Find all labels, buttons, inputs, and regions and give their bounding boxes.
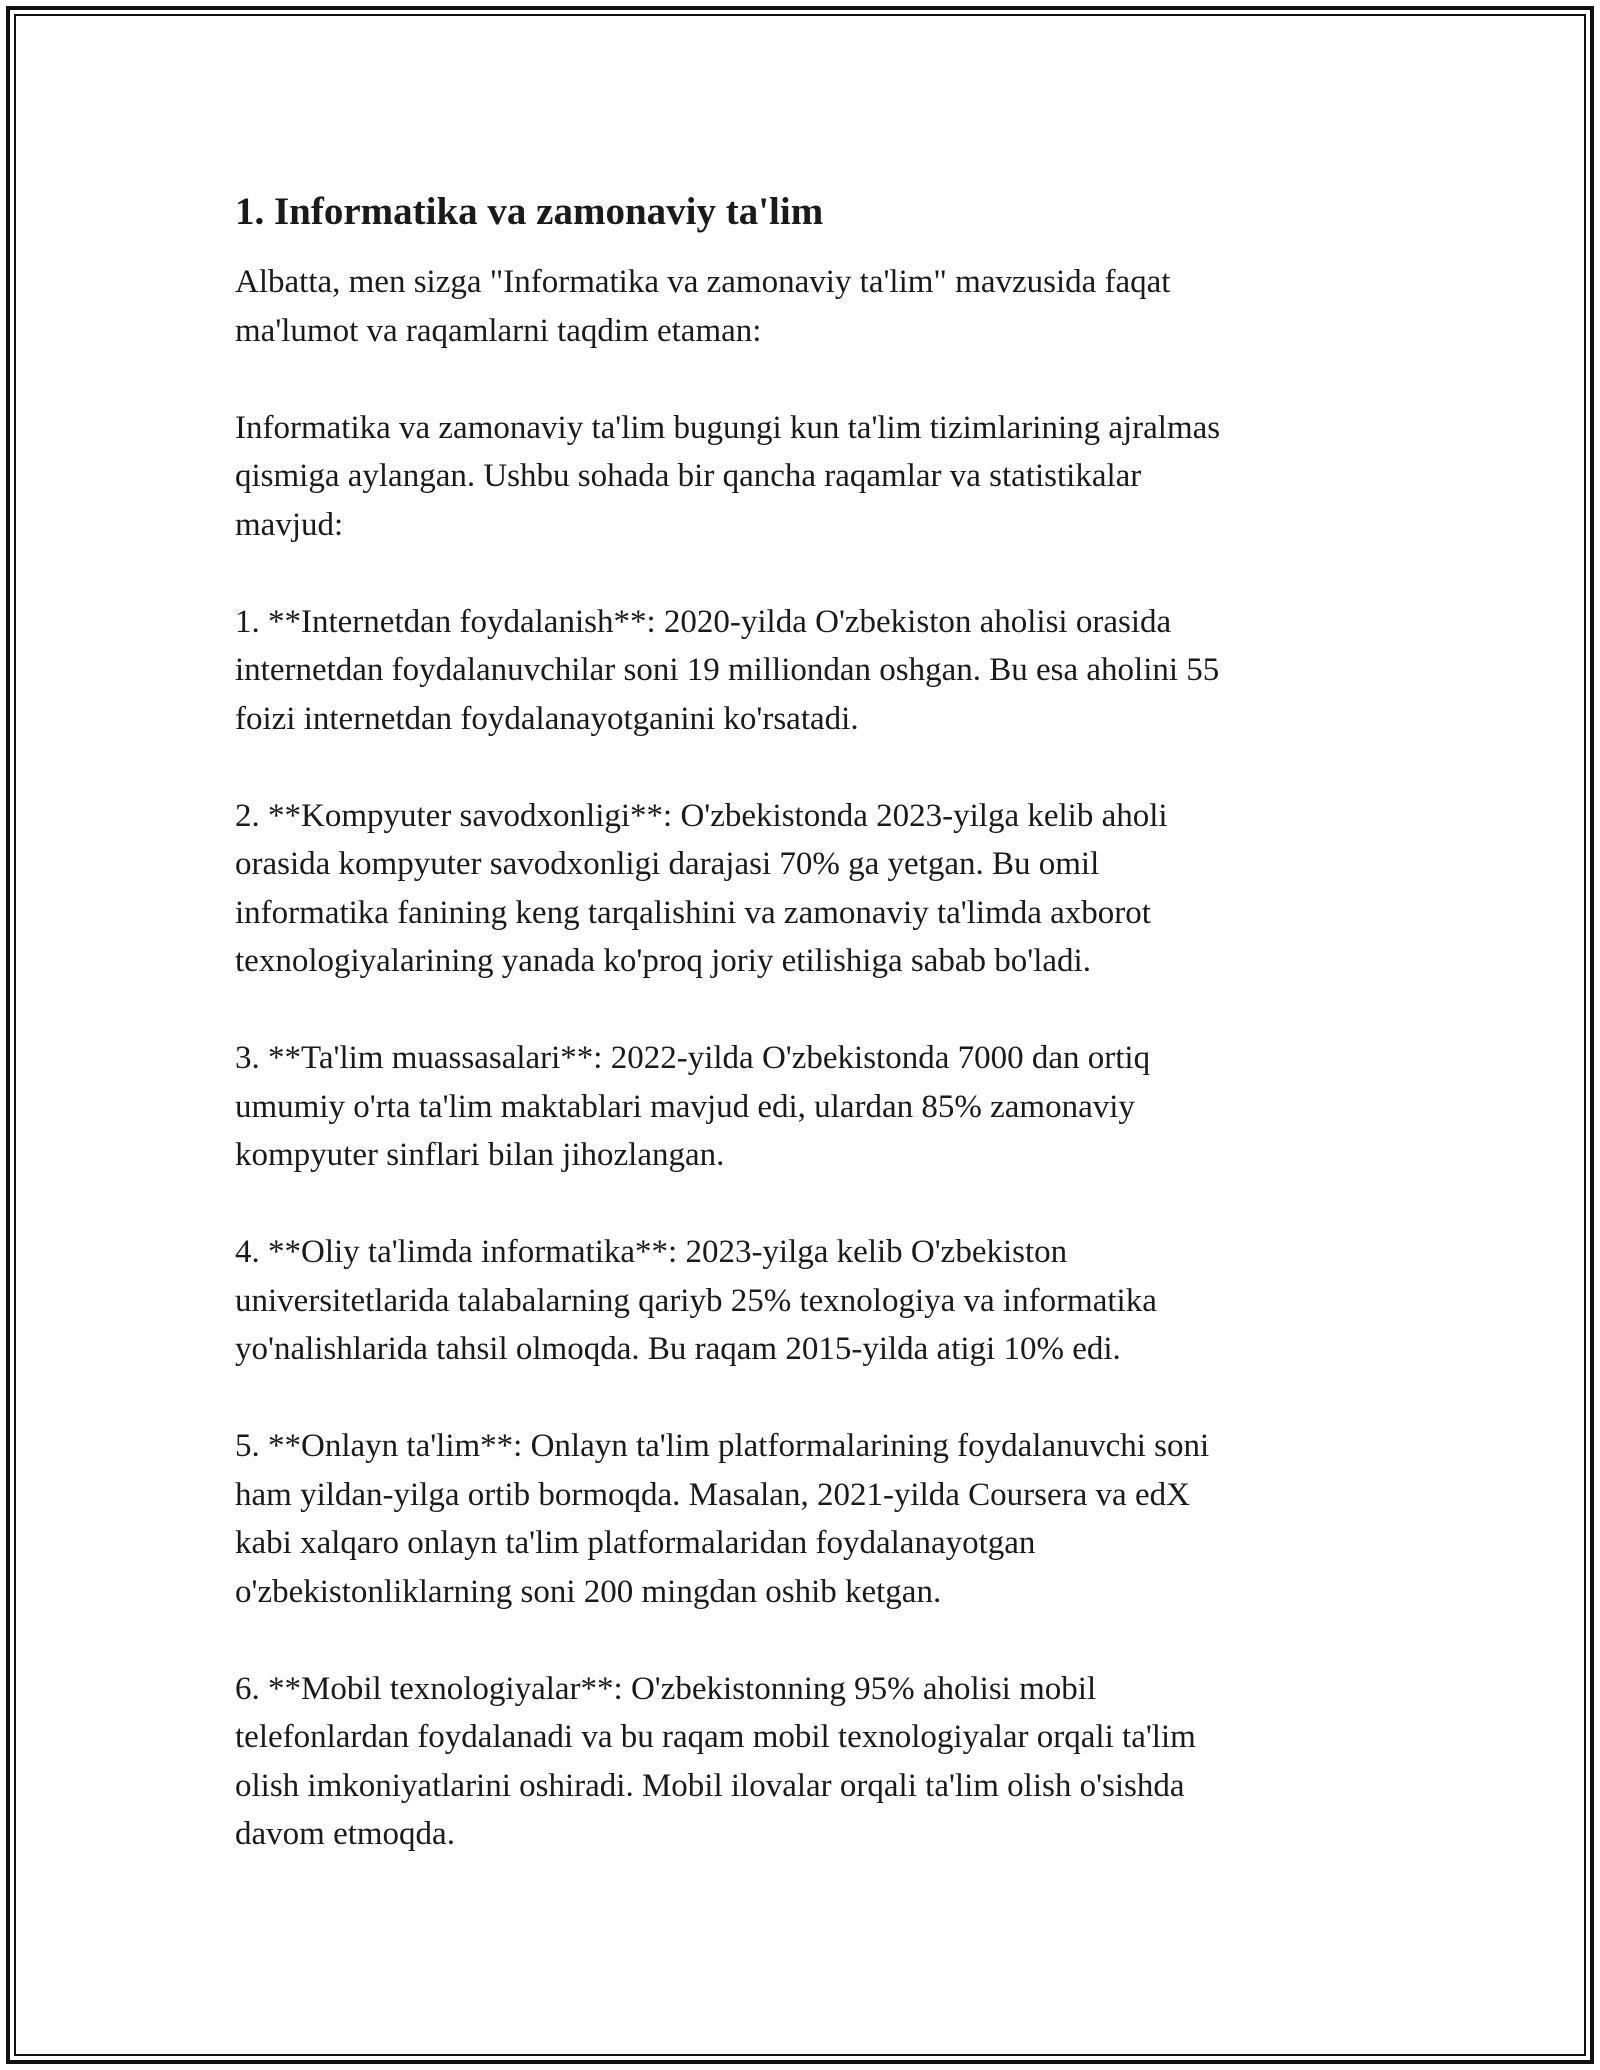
list-item-online-education (235, 1422, 1355, 1616)
text-line: mavjud: (235, 506, 344, 543)
text-line: Albatta, men sizga "Informatika va zamonaviy ta'lim" mavzusida faqat (235, 264, 1171, 300)
text-line: umumiy o'rta ta'lim maktablari mavjud edi, ulardan 85% zamonaviy (235, 1088, 1135, 1125)
text-line: Informatika va zamonaviy ta'lim bugungi kun ta'lim tizimlarining ajralmas (235, 409, 1221, 446)
list-item-internet (235, 598, 1355, 744)
text-line: texnologiyalarining yanada ko'proq joriy etilishiga sabab bo'ladi. (235, 943, 1091, 979)
list-item-higher-education (235, 1228, 1355, 1374)
overview-paragraph (235, 404, 1355, 550)
text-line: 1. **Internetdan foydalanish**: 2020-yilda O'zbekiston aholisi orasida (235, 603, 1172, 640)
text-line: ma'lumot va raqamlarni taqdim etaman: (235, 312, 762, 349)
text-line: qismiga aylangan. Ushbu sohada bir qancha raqamlar va statistikalar (235, 458, 1142, 494)
intro-paragraph (235, 258, 1355, 355)
text-line: davom etmoqda. (235, 1816, 455, 1852)
list-item-computer-literacy (235, 792, 1355, 986)
text-line: 2. **Kompyuter savodxonligi**: O'zbekistonda 2023-yilga kelib aholi (235, 797, 1168, 834)
text-line: internetdan foydalanuvchilar soni 19 milliondan oshgan. Bu esa aholini 55 (235, 652, 1220, 688)
text-line: 5. **Onlayn ta'lim**: Onlayn ta'lim platformalarining foydalanuvchi soni (235, 1428, 1210, 1464)
document-body (235, 188, 1355, 1907)
text-line: 4. **Oliy ta'limda informatika**: 2023-yilga kelib O'zbekiston (235, 1234, 1068, 1270)
text-line: telefonlardan foydalanadi va bu raqam mobil texnologiyalar orqali ta'lim (235, 1719, 1196, 1755)
text-line: kabi xalqaro onlayn ta'lim platformalaridan foydalanayotgan (235, 1525, 1036, 1561)
text-line: ham yildan-yilga ortib bormoqda. Masalan, 2021-yilda Coursera va edX (235, 1476, 1190, 1513)
list-item-institutions (235, 1034, 1355, 1180)
text-line: informatika fanining keng tarqalishini va zamonaviy ta'limda axborot (235, 894, 1151, 931)
document-title: 1. Informatika va zamonaviy ta'lim (235, 190, 824, 233)
text-line: yo'nalishlarida tahsil olmoqda. Bu raqam 2015-yilda atigi 10% edi. (235, 1331, 1121, 1367)
text-line: o'zbekistonliklarning soni 200 mingdan oshib ketgan. (235, 1573, 942, 1610)
text-line: kompyuter sinflari bilan jihozlangan. (235, 1137, 725, 1173)
text-line: universitetlarida talabalarning qariyb 25% texnologiya va informatika (235, 1282, 1157, 1319)
text-line: 3. **Ta'lim muassasalari**: 2022-yilda O'zbekistonda 7000 dan ortiq (235, 1040, 1151, 1076)
text-line: olish imkoniyatlarini oshiradi. Mobil ilovalar orqali ta'lim olish o'sishda (235, 1767, 1185, 1804)
list-item-mobile-tech (235, 1665, 1355, 1859)
text-line: 6. **Mobil texnologiyalar**: O'zbekistonning 95% aholisi mobil (235, 1670, 1097, 1707)
text-line: foizi internetdan foydalanayotganini ko'rsatadi. (235, 700, 859, 737)
text-line: orasida kompyuter savodxonligi darajasi 70% ga yetgan. Bu omil (235, 846, 1100, 882)
